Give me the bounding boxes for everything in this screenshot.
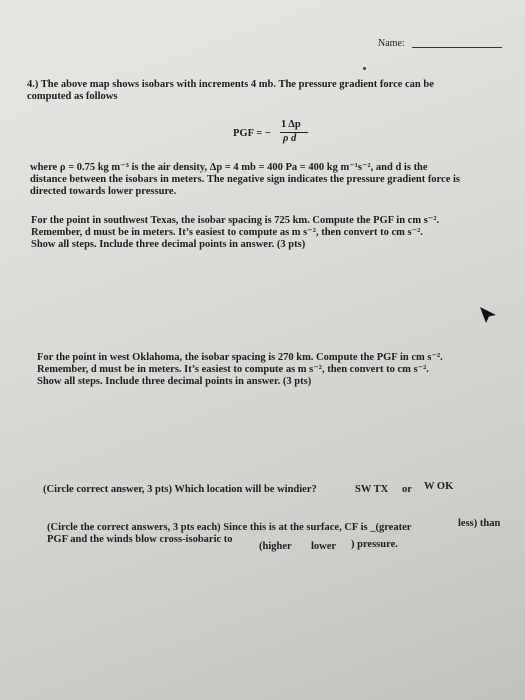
name-blank-line[interactable] bbox=[412, 47, 502, 48]
question-intro-line-1: 4.) The above map shows isobars with increments 4 mb. The pressure gradient force can be bbox=[27, 79, 434, 90]
mouse-cursor-arrow-icon bbox=[478, 305, 498, 325]
part-b-line-2: Remember, d must be in meters. It’s easiest to compute as m s⁻², then convert to cm s⁻². bbox=[37, 364, 429, 375]
option-w-ok[interactable]: W OK bbox=[424, 481, 454, 492]
part-d-line-2a: PGF and the winds blow cross-isobaric to bbox=[47, 534, 233, 545]
formula-numerator: 1 Δp bbox=[281, 119, 301, 130]
formula-denominator: ρ d bbox=[283, 133, 297, 144]
option-lower[interactable]: lower bbox=[311, 541, 337, 552]
option-sw-tx[interactable]: SW TX bbox=[355, 484, 389, 495]
option-less-than[interactable]: less) than bbox=[458, 518, 501, 529]
question-intro-line-2: computed as follows bbox=[27, 91, 118, 102]
part-a-line-3: Show all steps. Include three decimal points in answer. (3 pts) bbox=[31, 239, 306, 250]
part-b-line-1: For the point in west Oklahoma, the isobar spacing is 270 km. Compute the PGF in cm s⁻². bbox=[37, 352, 443, 363]
option-higher[interactable]: (higher bbox=[259, 541, 292, 552]
where-line-3: directed towards lower pressure. bbox=[30, 186, 177, 197]
part-d-line-2b: ) pressure. bbox=[351, 539, 398, 550]
part-a-line-1: For the point in southwest Texas, the isobar spacing is 725 km. Compute the PGF in cm s⁻². bbox=[31, 215, 440, 226]
part-d-line-1: (Circle the correct answers, 3 pts each) Since this is at the surface, CF is _(greater bbox=[47, 522, 412, 533]
formula-lhs: PGF = − bbox=[233, 128, 271, 139]
part-a-line-2: Remember, d must be in meters. It’s easiest to compute as m s⁻², then convert to cm s⁻². bbox=[31, 227, 423, 238]
name-label: Name: bbox=[378, 38, 405, 49]
or-label: or bbox=[402, 484, 412, 495]
part-b-line-3: Show all steps. Include three decimal points in answer. (3 pts) bbox=[37, 376, 312, 387]
part-c-prompt: (Circle correct answer, 3 pts) Which location will be windier? bbox=[43, 484, 317, 495]
stray-mark bbox=[363, 67, 366, 70]
where-line-1: where ρ = 0.75 kg m⁻³ is the air density, Δp = 4 mb = 400 Pa = 400 kg m⁻¹s⁻², and d is the bbox=[30, 162, 428, 173]
where-line-2: distance between the isobars in meters. The negative sign indicates the pressure gradient force is bbox=[30, 174, 460, 185]
